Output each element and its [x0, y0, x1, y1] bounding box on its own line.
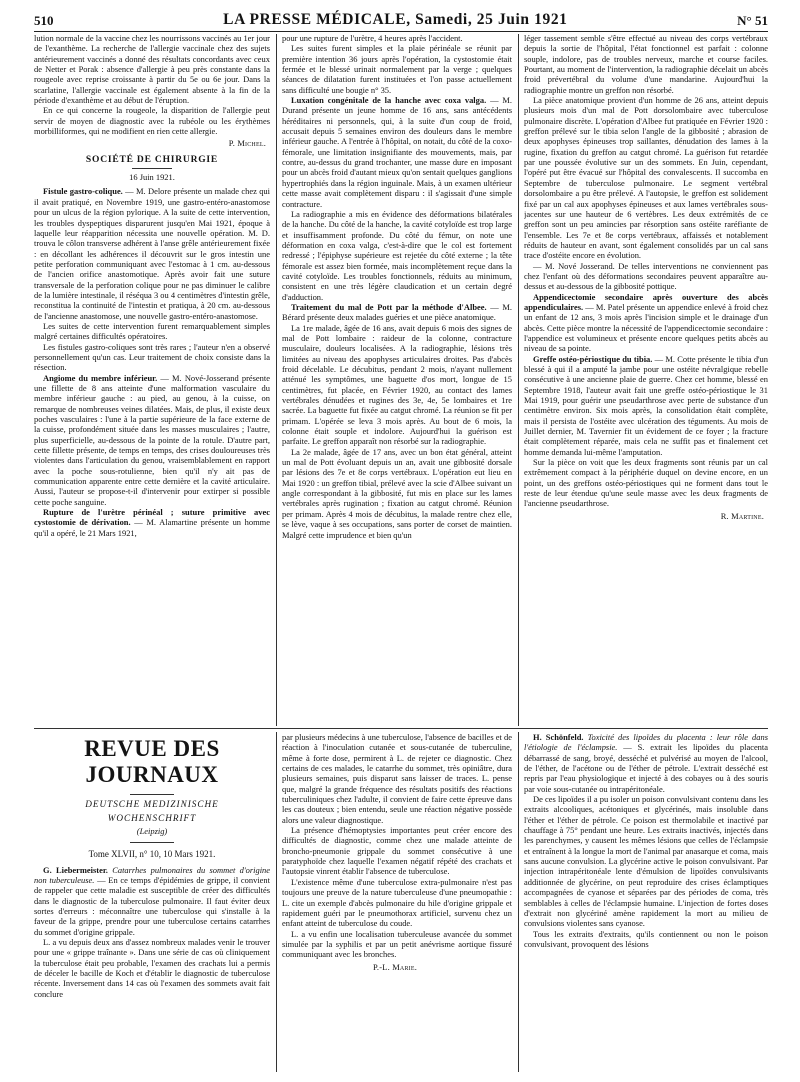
column-rule [518, 732, 519, 1072]
page-header [34, 7, 768, 32]
author-signature: P.-L. Marie. [372, 961, 418, 972]
paragraph: — M. Bérard présente deux malades guéries et une pièce anatomique. [282, 301, 512, 323]
article-heading: Traitement du mal de Pott par la méthode d'Albee. [291, 301, 487, 312]
column-6 [524, 732, 768, 1074]
paragraph: De ces lipoïdes il a pu isoler un poison convulsivant contenu dans les extraits alcooliques, acétoniques et glycérinés, mais insoluble dans l'éther et l'éther de pétrole. Ce poison est thermolabile et inactivé par chauffage à 75° pendant une heure. Les extraits inactivés, injectés dans les parenchymes, y causent les mêmes lésions que celles de l'éclampsie et entraînent à la longue la mort de l'animal par anasarque et coma, mais sans aucune convulsion. La glycérine active le poison convulsivant. Par injection intrapéritonéale lente d'émulsion de lipoïdes convulsivants additionnée de glycérine, on peut reproduire des crises éclamptiques accompagnées de cyanose et séparées par des périodes de coma, très semblables à celles de l'éclampsie humaine. L'injection de fortes doses d'extrait non glycériné amène rapidement la mort au milieu de convulsions violentes sans cyanose. [524, 794, 768, 929]
revue-title: REVUE DES JOURNAUX [84, 736, 220, 787]
paragraph: léger tassement semble s'être effectué au niveau des corps vertébraux depuis la sortie de l'hôpital, l'état fonctionnel est parfait : colonne souple, indolore, pas de troubles nerveux, marche et course faciles. Pourtant, au moment de l'intervention, la radiographie décelait un abcès froid prévertébral du volume d'une mandarine. Aujourd'hui la radiographie montre un greffon non résorbé. [524, 33, 768, 95]
title-rule [132, 168, 172, 169]
author-name: G. Liebermeister. [43, 864, 108, 875]
paragraph: — M. Patel présente un appendice enlevé à froid chez un enfant de 12 ans, 3 mois après l'incision simple et le drainage d'un abcès. Cette pièce montre la nécessité de l'appendicectomie secondaire : l'appendice est volumineux et présente encore quelques petits abcès au niveau de sa pointe. [524, 301, 768, 354]
paragraph: — M. Delore présente un malade chez qui il avait pratiqué, en Novembre 1919, une gastro-entéro-anastomose pour un ulcus de la région pylorique. A la suite de cette intervention, les troubles dyspeptiques disparurent jusqu'en Mai 1921, époque à laquelle leur réapparition nécessita une nouvelle opération. M. D. trouva le côlon transverse adhérent à l'anse grêle antérieurement fixée : en décollant les adhérences il découvrit sur le gros intestin une petite perforation communiquant avec l'estomac à 1 cm. au-dessous de l'ancien orifice anastomotique. Après avoir fait une suture transversale de la perforation colique pour ne pas diminuer le calibre de la lumière intestinale, il réséqua 3 ou 4 centimètres d'intestin grêle, reconstitua la continuité de l'intestin et pratiqua, à 20 cm. au-dessous de l'ancienne anastomose, une nouvelle gastro-entéro-anastomose. [34, 186, 270, 321]
column-5 [282, 732, 512, 1074]
paragraph: — M. Durand présente un jeune homme de 16 ans, sans antécédents héréditaires ni personnels, qui, à la suite d'un coup de froid, accusait depuis 5 semaines environ des douleurs dans le membre inférieur gauche. A l'entrée à l'hôpital, on notait, du côté de la coxo-fémorale, une limitation insignifiante des mouvements, mais, par contre, au-dessus du grand trochanter, une masse dure en imposant pour un abcès froid d'autant mieux qu'on sentait quelques ganglions hypertrophiés dans la région inguinale. Mais, à un examen ultérieur cette masse avait complètement disparu : il s'agissait d'une simple contracture. [282, 95, 512, 209]
column-3 [524, 33, 768, 727]
title-rule [130, 794, 174, 795]
article-heading: Greffe ostéo-périostique du tibia. [533, 353, 653, 364]
author-signature: P. Michel. [228, 138, 266, 149]
article-heading: Appendicectomie secondaire après ouverture des abcès appendiculaires. [524, 291, 768, 312]
section-divider [34, 728, 768, 729]
paragraph: — M. Nové-Josserand présente une fillette de 8 ans atteinte d'une malformation vasculaire du membre inférieur gauche : au pied, au genou, à la cuisse, on remarque de nombreuses veines dilatées. Mais, de plus, il existe deux poches vasculaires : l'une à la partie supérieure de la face externe de la cuisse, profondément située dans les masses musculaires ; l'autre, plus superficielle, au-dessous de la pointe de la rotule. D'autre part, cette fillette présente, de temps en temps, des crises douloureuses très violentes dans l'articulation du genou, vraisemblablement en rapport avec la poche sous-rotulienne, bien qu'il n'y ait pas de communication apparente entre cette dernière et la cavité articulaire. Aussi, l'auteur se propose-t-il d'intervenir pour extirper si possible cette poche sanguine. [34, 372, 270, 507]
paragraph: La radiographie a mis en évidence des déformations bilatérales de la hanche. Du côté de la hanche, la cavité cotyloïde est trop large et insuffisamment profonde. Du côté du fémur, on note une déformation en coxa valga, c'est-à-dire que le col est fortement redressé ; l'épiphyse supérieure est rejetée du côté externe ; la tête fémorale est assez bien formée, mais incomplètement reçue dans la cavité cotyloïde. Les troubles fonctionnels, réduits au minimum, consistent en une très légère claudication et un certain degré d'adduction. [282, 208, 512, 302]
paragraph: Les suites de cette intervention furent remarquablement simples malgré certaines difficultés opératoires. [34, 320, 270, 342]
page-number: 510 [34, 13, 54, 28]
journal-title: LA PRESSE MÉDICALE, Samedi, 25 Juin 1921 [223, 11, 568, 28]
section-date: 16 Juin 1921. [129, 172, 175, 183]
author-signature: R. Martine. [720, 510, 764, 521]
column-rule [276, 34, 277, 726]
paragraph: — M. Nové Josserand. De telles interventions ne conviennent pas chez l'enfant où des déformations secondaires peuvent apparaître au-dessus et au-dessous de la gibbosité pottique. [524, 260, 768, 292]
article-title: Toxicité des lipoïdes du placenta : leur rôle dans l'étiologie de l'éclampsie. [524, 732, 768, 753]
title-rule [130, 842, 174, 843]
article-heading: Luxation congénitale de la hanche avec coxa valga. [291, 95, 487, 106]
paragraph: — M. Cotte présente le tibia d'un blessé à qui il a amputé la jambe pour une ostéite névralgique rebelle consécutive à une ancienne plaie de guerre. Chez cet homme, blessé en Septembre 1918, l'auteur avait fait une greffe ostéo-périostique le 31 Mai 1919, pour guérir une pseudarthrose avec perte de substance d'un centimètre environ. Six mois après, la consolidation était complète, mais il persista de l'ostéite avec ulcération des téguments. Au mois de Juillet dernier, M. Tavernier fit un évidement de ce foyer ; la fracture était complètement réparée, mais cela ne suffit pas et finalement cet homme demanda lui-même l'amputation. [524, 353, 768, 457]
paragraph: par plusieurs médecins à une tuberculose, l'absence de bacilles et de réaction à l'inoculation cutanée et sous-cutanée de tuberculine, même à forte dose, permirent à L. de rejeter ce diagnostic. Chez certains de ces malades, le catarrhe du sommet, très opiniâtre, dura plusieurs semaines, puis disparut sans laisser de traces. L. pense que, malgré la grande fréquence des résultats positifs des réactions tuberculiniques chez l'adulte, il convient de faire cette épreuve dans les cas douteux ; bien entendu, seule une réaction négative possède alors une valeur diagnostique. [282, 732, 512, 825]
journal-name: DEUTSCHE MEDIZINISCHE [85, 799, 219, 809]
paragraph: La 2e malade, âgée de 17 ans, avec un bon état général, atteint un mal de Pott évoluant depuis un an, avait une gibbosité dorsale par lésions des 7e et 8e corps vertébraux. L'opération eut lieu en Mai 1920 : un greffon tibial, prélevé avec la scie d'Albee suivant un angle correspondant à la gibbosité, fut mis en place sur les lames vertébrales après rugination ; fixation au catgut chromé. Réunion per primam. Après 4 mois de décubitus, la malade rentre chez elle, se lève, vaque à ses occupations, sans porter de corset de maintien. Malgré cette imprudence et bien qu'un [282, 446, 512, 540]
column-rule [518, 34, 519, 726]
paragraph: — S. extrait les lipoïdes du placenta débarrassé de sang, broyé, desséché et pulvérisé au moyen de l'alcool, de l'éther, de l'acétone ou de l'éther de pétrole. L'extrait desséché est repris par l'eau physiologique et injecté à des cobayes ou à des souris par voie sous-cutanée ou intrapéritonéale. [524, 742, 768, 794]
article-title: Catarrhes pulmonaires du sommet d'origine non tuberculeuse. [34, 864, 270, 886]
paragraph: La pièce anatomique provient d'un homme de 26 ans, atteint depuis plusieurs mois d'un mal de Pott dorsolombaire avec tuberculose pulmonaire discrète. L'opération d'Albee fut pratiquée en Février 1920 : greffon prélevé sur le tibia selon l'angle de la gibbosité ; abrasion de deux apophyses épineuses trop saillantes, dénudation des lames à la rugine, fixation du greffon au catgut chromé. La guérison fut retardée par une poussée évolutive sur un des sommets. En Juin, cependant, l'opéré put être évacué sur l'hôpital des convalescents. Il succomba en Septembre de tuberculose pulmonaire. Le segment vertébral dorsolombaire a pu être prélevé. A l'autopsie, le greffon est solidement fixé par un cal aux apophyses épineuses et aux lames vertébrales sous-jacentes sur une hauteur de 6 vertèbres. Les deux extrémités de ce greffon sont un peu amincies par résorption sans ostéite raréfiante de l'ensemble. Les 7e et 8e corps vertébraux, affaissés et notablement réduits de hauteur en avant, sont également consolidés par un cal sans trace d'ostéite encore en évolution. [524, 95, 768, 261]
paragraph: Les suites furent simples et la plaie périnéale se réunit par première intention 36 jours après l'opération, la cystostomie était fermée et le blessé urinait normalement par la verge ; quelques séances de dilatation furent instituées et l'on passe actuellement sans difficulté une bougie n° 35. [282, 43, 512, 95]
paragraph: La présence d'hémoptysies importantes peut créer encore des difficultés de diagnostic, comme chez une malade atteinte de broncho-pneumonie grippale du sommet consécutive à une paratyphoïde chez laquelle l'examen négatif répété des crachats et l'autopsie vinrent établir l'absence de tuberculose. [282, 825, 512, 877]
paragraph: lution normale de la vaccine chez les nourrissons vaccinés au 1er jour de l'exanthème. La recherche de l'allergie vaccinale chez des sujets antérieurement vaccinés a donné des résultats concordants avec ceux de Netter et Porak : absence d'allergie à peu près constante dans la rougeole avec reprise croissante à partir du 5e ou 6e jour. Dans la scarlatine, l'allergie vaccinale est également absente à la fin de la période d'exanthème et au début de l'éruption. [34, 33, 270, 106]
paragraph: L'existence même d'une tuberculose extra-pulmonaire n'est pas toujours une preuve de la nature tuberculeuse d'une pneumopathie : L. cite un exemple d'abcès pulmonaire du hile d'origine grippale et rapidement guéri par le pneumothorax artificiel, survenu chez un enfant atteint de tuberculose du coude. [282, 876, 512, 929]
paragraph: L. a vu depuis deux ans d'assez nombreux malades venir le trouver pour une « grippe traînante ». Dans une série de cas où cliniquement la tuberculose était peu probable, l'examen des crachats lui a permis de déceler le bacille de Koch et d'établir le diagnostic de tuberculose récente. Inversement dans 14 cas où l'examen des sommets avait fait conclure [34, 937, 270, 999]
column-2 [282, 33, 512, 727]
paragraph: L. a vu enfin une localisation tuberculeuse avancée du sommet simulée par la syphilis et par un petit anévrisme aortique fissuré communiquant avec les bronches. [282, 928, 512, 960]
journal-tome: Tome XLVII, n° 10, 10 Mars 1921. [88, 849, 216, 860]
paragraph: — En ce temps d'épidémies de grippe, il convient de rappeler que cette maladie est susceptible de créer des difficultés dans le diagnostic de la tuberculose pulmonaire. Il faut éviter deux sortes d'erreurs : méconnaître une tuberculose qui s'installe à la faveur de la grippe, prendre pour une tuberculose certains catarrhes du sommet d'origine grippale. [34, 875, 270, 937]
article-heading: Fistule gastro-colique. [43, 186, 123, 197]
column-4 [34, 732, 270, 1074]
journal-city: (Leipzig) [136, 826, 168, 836]
article-heading: Rupture de l'urètre périnéal ; suture primitive avec cystostomie de dérivation. [34, 507, 270, 528]
paragraph: pour une rupture de l'urètre, 4 heures après l'accident. [282, 33, 463, 43]
column-1 [34, 33, 270, 727]
paragraph: — M. Alamartine présente un homme qu'il a opéré, le 21 Mars 1921, [34, 517, 270, 538]
column-rule [276, 732, 277, 1072]
issue-number: N° 51 [737, 13, 768, 28]
journal-name-line2: WOCHENSCHRIFT [107, 812, 197, 823]
author-name: H. Schönfeld. [533, 732, 584, 742]
paragraph: Les fistules gastro-coliques sont très rares ; l'auteur n'en a observé personnellement qu'un cas. Leur traitement de choix consiste dans la résection. [34, 341, 270, 373]
paragraph: La 1re malade, âgée de 16 ans, avait depuis 6 mois des signes de mal de Pott lombaire : raideur de la colonne, contracture musculaire, douleurs localisées. A la radiographie, lésions très limitées au niveau des apophyses articulaires droites. Pas d'abcès froid décelable. Le décubitus, pendant 2 mois, n'ayant nullement atténué les symptômes, une baguette d'os mort, longue de 15 centimètres, fut placée, en Février 1920, au contact des lames vertébrales dénudées et rugines des 3e, 4e, 5e lombaires et 1re sacrée. La baguette fut fixée au catgut chromé. La réunion se fit per primam. L'opérée se leva 3 mois après. Au bout de 6 mois, la colonne était souple et indolore. Aujourd'hui la guérison est parfaite. Le greffon apparaît non résorbé sur la radiographie. [282, 322, 512, 447]
article-heading: Angiome du membre inférieur. [43, 372, 158, 383]
section-title: SOCIÉTÉ DE CHIRURGIE [85, 154, 219, 165]
paragraph: Tous les extraits d'extraits, qu'ils contiennent ou non le poison convulsivant, provoquent des lésions [524, 928, 768, 949]
paragraph: En ce qui concerne la rougeole, la disparition de l'allergie peut servir de moyen de diagnostic avec la rubéole ou les érythèmes morbilliformes, qui ne modifient en rien cette allergie. [34, 105, 270, 137]
paragraph: Sur la pièce on voit que les deux fragments sont réunis par un cal extrêmement compact à la périphérie duquel on devine encore, en un point, un des greffons ostéo-périostiques qui ne forment dans tout le reste de leur étendue qu'une seule masse avec les deux fragments de l'ancienne pseudarthrose. [524, 457, 768, 509]
